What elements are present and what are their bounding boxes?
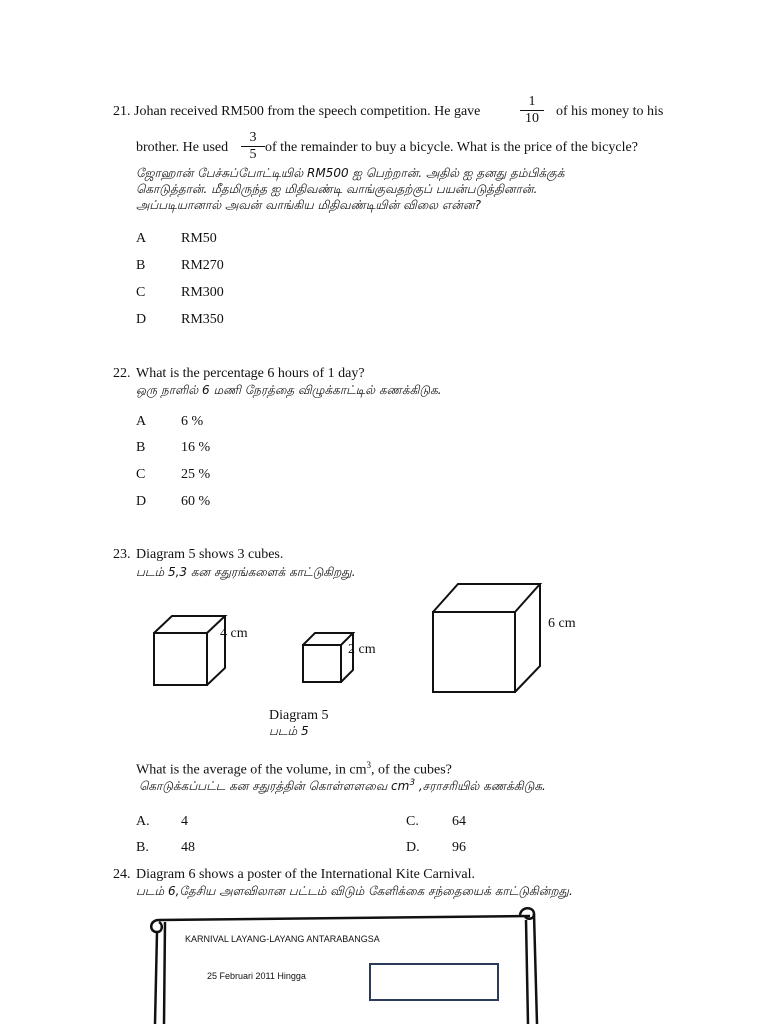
q23-question-tamil-b: ,சராசரியில் கணக்கிடுக. — [415, 779, 546, 793]
cube-4cm — [154, 616, 225, 685]
q22-option-a-text: 6 % — [181, 414, 204, 429]
q22-option-c-letter: C — [136, 467, 146, 482]
poster-title: KARNIVAL LAYANG-LAYANG ANTARABANGSA — [185, 934, 380, 944]
cube-3-label: 6 cm — [548, 616, 576, 631]
q23-text: Diagram 5 shows 3 cubes. — [136, 547, 284, 562]
q23-question-sup: 3 — [366, 760, 372, 770]
q21-fraction-2 — [241, 130, 265, 163]
q23-number: 23. — [113, 547, 131, 562]
q21-fraction-1 — [520, 94, 544, 127]
q23-question-tamil — [139, 778, 546, 795]
q21-fraction-2-numerator: 3 — [249, 130, 257, 145]
q21-text-line1: Johan received RM500 from the speech competition. He gave — [134, 104, 481, 119]
poster-date-box — [370, 964, 498, 1000]
q21-option-b-letter: B — [136, 258, 146, 273]
q22-option-a-letter: A — [136, 414, 147, 429]
q21-fraction-1-numerator: 1 — [528, 94, 536, 109]
poster-date: 25 Februari 2011 Hingga — [207, 971, 306, 981]
q21-tamil-line2: கொடுத்தான். மீதமிருந்த ஐ மிதிவண்டி வாங்குவதற்குப் பயன்படுத்தினான். — [136, 182, 538, 196]
q23-question-text-b: , of the cubes? — [371, 762, 452, 778]
q23-question-tamil-sup: 3 — [409, 778, 416, 788]
q21-text-line2: brother. He used — [136, 140, 229, 155]
q23-option-c-text: 64 — [452, 814, 466, 829]
q22-tamil: ஒரு நாளில் 6 மணி நேரத்தை விழுக்காட்டில் கணக்கிடுக. — [136, 383, 442, 397]
q23-option-d-letter: D. — [406, 840, 420, 855]
q24-text: Diagram 6 shows a poster of the International Kite Carnival. — [136, 867, 476, 882]
diagram-5-caption: Diagram 5 — [269, 708, 329, 723]
q21-option-a-text: RM50 — [181, 231, 217, 246]
cube-2cm — [303, 633, 353, 682]
q24-number: 24. — [113, 867, 131, 882]
kite-carnival-poster — [145, 898, 545, 1024]
q21-fraction-2-denominator: 5 — [249, 147, 257, 162]
q22-option-b-text: 16 % — [181, 440, 211, 455]
cube-6cm — [433, 584, 540, 692]
q21-tamil-line1: ஜோஹான் பேச்சுப்போட்டியில் RM500 ஐ பெற்றான். அதில் ஐ தனது தம்பிக்குக் — [136, 166, 565, 180]
q23-question-tamil-a: கொடுக்கப்பட்ட கன சதுரத்தின் கொள்ளளவை cm — [139, 779, 410, 793]
q21-option-c-letter: C — [136, 285, 146, 300]
q21-number: 21. — [113, 104, 131, 119]
q23-tamil: படம் 5,3 கன சதுரங்களைக் காட்டுகிறது. — [136, 565, 356, 579]
q23-question-text-a: What is the average of the volume, in cm — [136, 762, 367, 778]
q23-question — [136, 760, 452, 779]
q21-text-line1-end: of his money to his — [556, 104, 664, 119]
q22-number: 22. — [113, 366, 131, 381]
q21-tamil-line3: அப்படியானால் அவன் வாங்கிய மிதிவண்டியின் விலை என்ன? — [136, 198, 481, 212]
q23-option-a-letter: A. — [136, 814, 150, 829]
q21-fraction-1-denominator: 10 — [525, 111, 539, 126]
q23-option-a-text: 4 — [181, 814, 188, 829]
q23-option-c-letter: C. — [406, 814, 419, 829]
cube-1-label: 4 cm — [220, 626, 248, 641]
q21-text-line2-end: of the remainder to buy a bicycle. What is the price of the bicycle? — [265, 140, 638, 155]
diagram-5-caption-tamil: படம் 5 — [269, 724, 309, 738]
q23-option-d-text: 96 — [452, 840, 466, 855]
q22-text: What is the percentage 6 hours of 1 day? — [136, 366, 365, 381]
q22-option-d-letter: D — [136, 494, 147, 509]
q24-tamil: படம் 6,தேசிய அளவிலான பட்டம் விடும் கேளிக்கை சந்தையைக் காட்டுகின்றது. — [136, 884, 573, 898]
cube-2-label: 2 cm — [348, 642, 376, 657]
q23-option-b-text: 48 — [181, 840, 195, 855]
q22-option-c-text: 25 % — [181, 467, 211, 482]
q21-option-a-letter: A — [136, 231, 147, 246]
q21-option-b-text: RM270 — [181, 258, 224, 273]
cubes-diagram — [140, 578, 610, 698]
q21-option-d-letter: D — [136, 312, 147, 327]
q22-option-d-text: 60 % — [181, 494, 211, 509]
q23-option-b-letter: B. — [136, 840, 149, 855]
q22-option-b-letter: B — [136, 440, 146, 455]
q21-option-d-text: RM350 — [181, 312, 224, 327]
q21-option-c-text: RM300 — [181, 285, 224, 300]
